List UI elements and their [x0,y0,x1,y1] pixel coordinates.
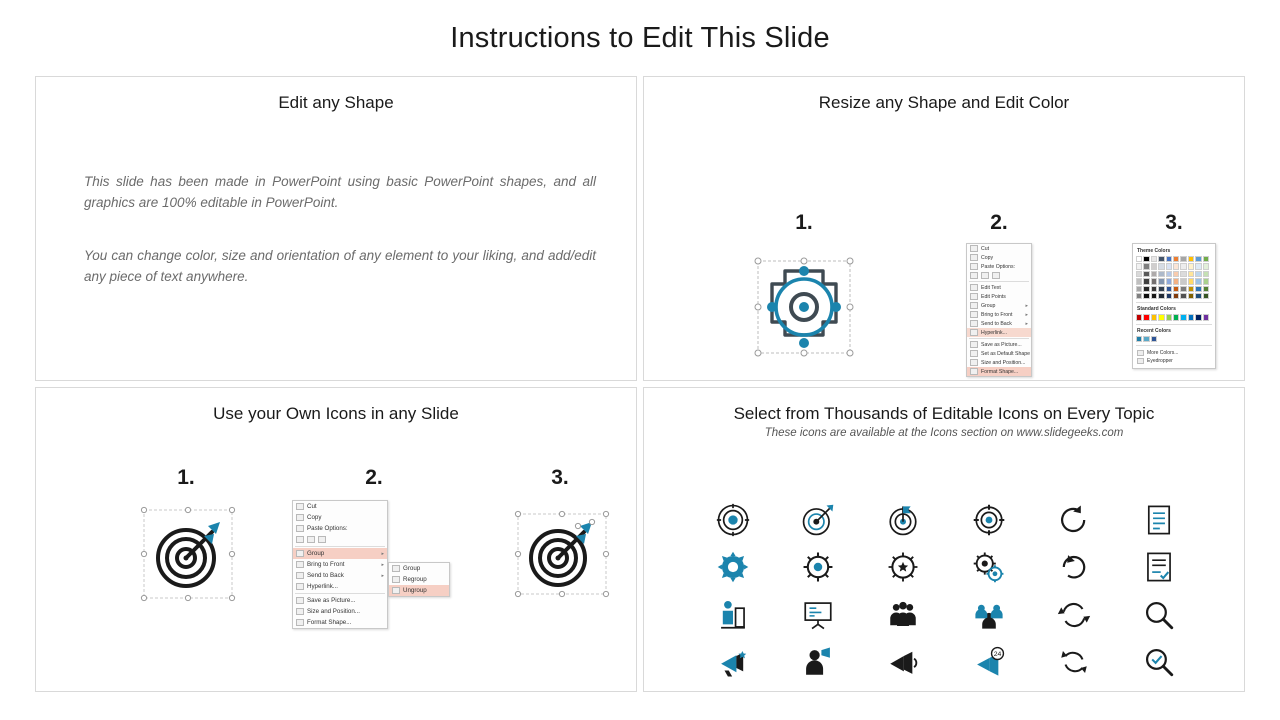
color-swatch[interactable] [1180,286,1186,292]
palette-separator [1136,345,1212,346]
color-swatch[interactable] [1195,293,1201,299]
color-swatch[interactable] [1136,271,1142,277]
color-swatch[interactable] [1173,314,1179,320]
save-picture-icon [296,597,304,604]
context-menu-icons[interactable] [292,500,388,629]
menu-label: Size and Position... [307,608,360,615]
menu-item-cut[interactable] [967,244,1031,253]
menu-item-hyperlink[interactable] [967,328,1031,337]
size-position-icon [970,359,978,366]
menu-label: Size and Position... [981,359,1026,366]
color-swatch[interactable] [1180,314,1186,320]
chevron-right-icon: ▸ [1025,302,1028,309]
color-swatch[interactable] [1143,263,1149,269]
panel-own-icons [35,387,637,692]
color-swatch[interactable] [1203,293,1209,299]
copy-icon [296,514,304,521]
theme-color-row-2[interactable] [1136,263,1212,269]
palette-separator [1136,324,1212,325]
chevron-right-icon: ▸ [381,550,384,557]
menu-item-group[interactable] [967,301,1031,310]
target-arrow-flag-icon[interactable] [886,503,920,537]
color-swatch[interactable] [1143,286,1149,292]
eyedropper-icon [1137,358,1144,364]
step-number-1: 1. [177,466,195,489]
color-swatch[interactable] [1188,286,1194,292]
paste-text-icon [318,536,326,543]
resize-step-3 [1084,211,1245,369]
color-swatch[interactable] [1203,286,1209,292]
bring-to-front-icon [296,561,304,568]
menu-item-save-as-picture[interactable] [293,595,387,606]
eyedropper-item[interactable] [1136,357,1212,365]
gear-solid-icon[interactable] [716,550,750,584]
panel-editable-icons [643,387,1245,692]
color-swatch[interactable] [1166,278,1172,284]
magnifier-check-icon[interactable] [1142,645,1176,679]
panel-subtitle-editable-icons: These icons are available at the Icons section on www.slidegeeks.com [764,427,1124,439]
color-swatch[interactable] [1180,256,1186,262]
target-dart-ungrouped-graphic[interactable] [512,504,608,600]
target-dart-icon [138,504,238,604]
crosshair-target-icon[interactable] [972,503,1006,537]
theme-colors-label: Theme Colors [1137,248,1171,254]
paste-options-swatches[interactable] [293,534,387,545]
color-swatch[interactable] [1151,314,1157,320]
menu-label: Ungroup [403,587,427,594]
recent-colors-label: Recent Colors [1137,327,1171,334]
color-swatch[interactable] [1173,256,1179,262]
group-icon [296,550,304,557]
theme-color-row-3[interactable] [1136,271,1212,277]
color-swatch[interactable] [1195,314,1201,320]
color-swatch[interactable] [1158,256,1164,262]
dartboard-arrow-icon[interactable] [801,503,835,537]
color-swatch[interactable] [1166,256,1172,262]
hyperlink-icon [296,583,304,590]
menu-label: Regroup [403,576,427,583]
standard-colors-label: Standard Colors [1137,306,1176,313]
color-swatch[interactable] [1173,293,1179,299]
color-swatch[interactable] [1203,278,1209,284]
color-swatch[interactable] [1158,314,1164,320]
bring-to-front-icon [970,311,978,318]
color-swatch[interactable] [1143,271,1149,277]
menu-item-set-default-shape[interactable] [967,349,1031,358]
target-dart-selected-graphic[interactable] [138,504,234,600]
svg-text:24: 24 [993,651,1001,659]
theme-color-row-6[interactable] [1136,293,1212,299]
format-shape-icon [296,619,304,626]
step-number-2: 2. [990,211,1008,234]
chevron-right-icon: ▸ [381,572,384,579]
menu-separator [295,546,385,547]
megaphone-plain-icon[interactable] [886,645,920,679]
menu-item-bring-to-front[interactable] [967,310,1031,319]
color-swatch[interactable] [1173,263,1179,269]
color-swatch[interactable] [1166,271,1172,277]
menu-item-format-shape[interactable] [967,367,1031,376]
paste-options-swatches[interactable] [967,271,1031,280]
menu-label: Format Shape... [981,368,1019,375]
panel-grid [35,76,1245,696]
megaphone-star-icon[interactable] [716,645,750,679]
menu-label: Bring to Front [307,561,345,568]
menu-label: Copy [307,514,322,521]
color-picker-panel[interactable] [1132,243,1216,369]
menu-label: Edit Text [981,284,1001,291]
step-number-3: 3. [1165,211,1183,234]
panel-resize-shape [643,76,1245,381]
color-swatch[interactable] [1203,271,1209,277]
color-swatch[interactable] [1158,263,1164,269]
regroup-icon [392,576,400,583]
menu-item-copy[interactable] [293,512,387,523]
color-swatch[interactable] [1180,263,1186,269]
rotate-arrow-icon[interactable] [1057,550,1091,584]
color-swatch[interactable] [1136,314,1142,320]
palette-separator [1136,302,1212,303]
color-swatch[interactable] [1173,286,1179,292]
color-swatch[interactable] [1180,278,1186,284]
menu-label: Paste Options: [307,525,348,532]
color-swatch[interactable] [1188,278,1194,284]
color-swatch[interactable] [1158,271,1164,277]
color-swatch[interactable] [1166,286,1172,292]
color-swatch[interactable] [1143,293,1149,299]
own-icons-step-1 [98,466,274,600]
color-swatch[interactable] [1188,263,1194,269]
edit-points-icon [970,293,978,300]
person-podium-icon[interactable] [716,598,750,632]
menu-item-format-shape[interactable] [293,617,387,628]
paste-picture-icon [981,272,989,279]
panel-title-edit-shape: Edit any Shape [278,93,394,112]
menu-label: Edit Points [981,293,1006,300]
menu-item-group[interactable] [293,548,387,559]
group-people-icon[interactable] [886,598,920,632]
submenu-item-regroup[interactable] [389,574,449,585]
own-icons-step-3 [472,466,637,600]
menu-separator [295,593,385,594]
edit-shape-paragraph-1: This slide has been made in PowerPoint using basic PowerPoint shapes, and all graphics are 100% editable in PowerPoint. [84,174,596,210]
more-colors-label: More Colors... [1147,350,1179,357]
team-users-icon[interactable] [972,598,1006,632]
resize-steps [644,153,1244,381]
panel-edit-shape [35,76,637,381]
save-picture-icon [970,341,978,348]
paste-keep-formatting-icon [296,536,304,543]
paste-icon [296,525,304,532]
icon-library-grid [690,496,1202,686]
panel-title-editable-icons: Select from Thousands of Editable Icons on Every Topic [733,404,1155,423]
resize-step-1 [714,211,894,369]
refresh-arrow-icon[interactable] [1057,503,1091,537]
menu-label: Hyperlink... [307,583,338,590]
menu-label: Copy [981,254,994,261]
theme-color-row-4[interactable] [1136,278,1212,284]
megaphone-24-icon[interactable] [972,645,1006,679]
color-swatch[interactable] [1203,256,1209,262]
menu-label: Group [403,565,421,572]
menu-item-bring-to-front[interactable] [293,559,387,570]
color-swatch[interactable] [1158,286,1164,292]
menu-item-cut[interactable] [293,501,387,512]
color-swatch[interactable] [1158,293,1164,299]
size-position-icon [296,608,304,615]
group-submenu[interactable] [388,562,450,597]
send-to-back-icon [970,320,978,327]
panel-title-own-icons: Use your Own Icons in any Slide [213,404,459,423]
color-swatch[interactable] [1188,271,1194,277]
menu-label: Format Shape... [307,619,352,626]
color-swatch[interactable] [1151,286,1157,292]
page-title: Instructions to Edit This Slide [450,22,830,54]
color-swatch[interactable] [1143,336,1149,342]
color-swatch[interactable] [1180,271,1186,277]
hyperlink-icon [970,329,978,336]
menu-item-save-as-picture[interactable] [967,340,1031,349]
chevron-right-icon: ▸ [1025,320,1028,327]
menu-label: Bring to Front [981,311,1013,318]
color-swatch[interactable] [1136,263,1142,269]
magnifier-icon[interactable] [1142,598,1176,632]
color-swatch[interactable] [1136,336,1142,342]
color-swatch[interactable] [1151,271,1157,277]
checklist-document-icon[interactable] [1142,550,1176,584]
menu-label: Send to Back [307,572,344,579]
paste-picture-icon [307,536,315,543]
target-dart-icon [512,504,612,604]
color-swatch[interactable] [1195,286,1201,292]
menu-label: Group [307,550,325,557]
menu-label: Cut [307,503,317,510]
step-number-1: 1. [795,211,813,234]
color-swatch[interactable] [1143,314,1149,320]
theme-color-row-5[interactable] [1136,286,1212,292]
recent-color-row[interactable] [1136,336,1212,342]
menu-item-size-and-position[interactable] [293,606,387,617]
context-menu-resize[interactable] [966,243,1032,377]
color-swatch[interactable] [1180,293,1186,299]
color-swatch[interactable] [1195,271,1201,277]
menu-label: Group [981,302,996,309]
menu-item-paste-options[interactable] [967,262,1031,271]
paste-icon [970,263,978,270]
menu-separator [969,338,1029,339]
color-swatch[interactable] [1195,263,1201,269]
gear-star-icon[interactable] [886,550,920,584]
document-list-icon[interactable] [1142,503,1176,537]
color-swatch[interactable] [1195,278,1201,284]
chevron-right-icon: ▸ [1025,311,1028,318]
menu-label: Set as Default Shape [981,350,1031,357]
menu-label: Send to Back [981,320,1012,327]
color-swatch[interactable] [1143,278,1149,284]
step-number-2: 2. [365,466,383,489]
group-icon [970,302,978,309]
color-swatch[interactable] [1136,293,1142,299]
menu-item-paste-options[interactable] [293,523,387,534]
cut-icon [970,245,978,252]
gear-outline-icon[interactable] [801,550,835,584]
color-swatch[interactable] [1188,314,1194,320]
color-swatch[interactable] [1136,286,1142,292]
edit-text-icon [970,284,978,291]
cut-icon [296,503,304,510]
menu-item-hyperlink[interactable] [293,581,387,592]
own-icons-step-2 [284,466,464,660]
context-menu-wrapper [284,500,464,660]
color-swatch[interactable] [1203,314,1209,320]
color-swatch[interactable] [1151,336,1157,342]
ungroup-icon [392,587,400,594]
color-swatch[interactable] [1158,278,1164,284]
color-swatch[interactable] [1151,293,1157,299]
menu-label: Paste Options: [981,263,1016,270]
color-swatch[interactable] [1195,256,1201,262]
menu-item-send-to-back[interactable] [293,570,387,581]
paste-text-icon [992,272,1000,279]
color-swatch[interactable] [1143,256,1149,262]
menu-label: Save as Picture... [981,341,1022,348]
menu-item-send-to-back[interactable] [967,319,1031,328]
format-shape-icon [970,368,978,375]
editable-shape-icon [744,243,864,369]
standard-color-row[interactable] [1136,314,1212,320]
menu-separator [969,281,1029,282]
group-icon [392,565,400,572]
submenu-item-ungroup[interactable] [389,585,449,596]
color-swatch[interactable] [1136,256,1142,262]
color-swatch[interactable] [1173,271,1179,277]
menu-item-copy[interactable] [967,253,1031,262]
eyedropper-label: Eyedropper [1147,358,1173,365]
shape-selection-graphic[interactable] [744,243,864,369]
send-to-back-icon [296,572,304,579]
step-number-3: 3. [551,466,569,489]
color-swatch[interactable] [1151,263,1157,269]
theme-color-row-1[interactable] [1136,256,1212,262]
color-swatch[interactable] [1203,263,1209,269]
resize-step-2 [909,211,1089,377]
color-swatch[interactable] [1136,278,1142,284]
menu-item-size-and-position[interactable] [967,358,1031,367]
panel-title-resize-shape: Resize any Shape and Edit Color [818,93,1070,112]
color-swatch[interactable] [1166,314,1172,320]
gears-pair-icon[interactable] [972,550,1006,584]
sync-arrows-icon[interactable] [1057,598,1091,632]
default-shape-icon [970,350,978,357]
edit-shape-paragraph-2: You can change color, size and orientation of any element to your liking, and add/edit any piece of text anywhere. [84,248,596,284]
color-swatch[interactable] [1151,256,1157,262]
submenu-item-group[interactable] [389,563,449,574]
color-swatch[interactable] [1173,278,1179,284]
menu-label: Save as Picture... [307,597,356,604]
more-colors-item[interactable] [1136,349,1212,357]
menu-label: Cut [981,245,990,252]
paste-keep-formatting-icon [970,272,978,279]
circular-arrows-icon[interactable] [1057,645,1091,679]
chevron-right-icon: ▸ [381,561,384,568]
color-swatch[interactable] [1188,293,1194,299]
color-swatch[interactable] [1151,278,1157,284]
target-circles-icon[interactable] [716,503,750,537]
more-colors-icon [1137,350,1144,356]
color-swatch[interactable] [1166,263,1172,269]
menu-item-edit-text[interactable] [967,283,1031,292]
person-speech-icon[interactable] [801,645,835,679]
color-swatch[interactable] [1188,256,1194,262]
menu-label: Hyperlink... [981,329,1007,336]
presentation-board-icon[interactable] [801,598,835,632]
color-swatch[interactable] [1166,293,1172,299]
copy-icon [970,254,978,261]
menu-item-edit-points[interactable] [967,292,1031,301]
